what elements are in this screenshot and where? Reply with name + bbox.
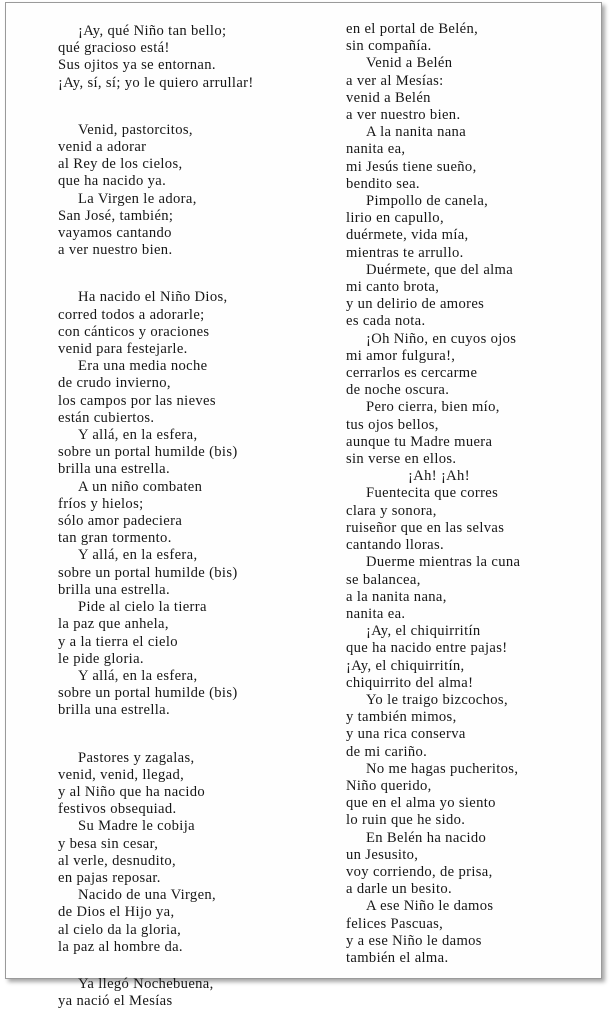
verse-line: Fuentecita que corres [366, 485, 499, 502]
verse-line: En Belén ha nacido [366, 829, 487, 846]
verse-line: ¡Ay, el chiquirritín, [346, 657, 465, 674]
verse-line: también el alma. [346, 949, 449, 966]
verse-line: qué gracioso está! [58, 40, 170, 57]
verse-line: ruiseñor que en las selvas [346, 519, 505, 536]
verse-line: A la nanita nana [366, 124, 467, 141]
verse-line: festivos obsequiad. [58, 801, 177, 818]
verse-line: ¡Ay, el chiquirritín [366, 623, 481, 640]
verse-line: Sus ojitos ya se entornan. [58, 57, 216, 74]
right-column [346, 21, 520, 967]
verse-line: venid para festejarle. [58, 341, 188, 358]
verse-line: Era una media noche [78, 358, 208, 375]
verse-line: A un niño combaten [78, 478, 203, 495]
verse-line: en pajas reposar. [58, 869, 161, 886]
verse-line: duérmete, vida mía, [346, 227, 469, 244]
verse-line: se balancea, [346, 571, 421, 588]
verse-line: Y allá, en la esfera, [78, 427, 198, 444]
verse-line: es cada nota. [346, 313, 426, 330]
left-column [58, 23, 254, 1010]
verse-line: que ha nacido ya. [58, 173, 167, 190]
verse-line: de mi cariño. [346, 743, 428, 760]
verse-line: la paz que anhela, [58, 616, 169, 633]
verse-line: brilla una estrella. [58, 702, 170, 719]
verse-line: sobre un portal humilde (bis) [58, 444, 238, 461]
verse-line: Niño querido, [346, 777, 432, 794]
verse-line: aunque tu Madre muera [346, 433, 493, 450]
verse-line: tus ojos bellos, [346, 416, 439, 433]
verse-line: venid, venid, llegad, [58, 766, 185, 783]
verse-line: nanita ea. [346, 605, 406, 622]
stanza-gap [58, 259, 254, 289]
verse-line: Su Madre le cobija [78, 818, 195, 835]
verse-line: a darle un besito. [346, 881, 452, 898]
verse-line: venid a adorar [58, 139, 147, 156]
verse-line: con cánticos y oraciones [58, 323, 210, 340]
verse-line: y a la tierra el cielo [58, 633, 178, 650]
verse-line: Yo le traigo bizcochos, [366, 691, 508, 708]
verse-line: mi amor fulgura!, [346, 347, 456, 364]
verse-line: a la nanita nana, [346, 588, 447, 605]
verse-line: sin compañía. [346, 38, 432, 55]
verse-line: clara y sonora, [346, 502, 437, 519]
verse-line: Pide al cielo la tierra [78, 599, 207, 616]
verse-line: Duerme mientras la cuna [366, 554, 521, 571]
verse-line: a ver nuestro bien. [346, 107, 461, 124]
verse-line: sin verse en ellos. [346, 451, 457, 468]
verse-line: cerrarlos es cercarme [346, 365, 478, 382]
verse-line: y también mimos, [346, 709, 457, 726]
verse-line: chiquirrito del alma! [346, 674, 474, 691]
verse-line: sólo amor padeciera [58, 513, 183, 530]
document-page [5, 2, 602, 1010]
verse-line: al cielo da la gloria, [58, 921, 182, 938]
verse-line: Pimpollo de canela, [366, 193, 489, 210]
verse-line: de crudo invierno, [58, 375, 171, 392]
verse-line: Ha nacido el Niño Dios, [78, 289, 228, 306]
verse-line: bendito sea. [346, 175, 420, 192]
stanza-gap [58, 956, 254, 976]
verse-line: y a ese Niño le damos [346, 932, 482, 949]
verse-line: le pide gloria. [58, 650, 144, 667]
verse-line: cantando lloras. [346, 537, 444, 554]
verse-line: ¡Oh Niño, en cuyos ojos [366, 330, 517, 347]
stanza-gap [58, 92, 254, 122]
verse-line: mientras te arrullo. [346, 244, 464, 261]
verse-line: ¡Ay, qué Niño tan bello; [78, 23, 227, 39]
verse-line: No me hagas pucheritos, [366, 760, 519, 777]
verse-line: y al Niño que ha nacido [58, 783, 206, 800]
verse-line: fríos y hielos; [58, 495, 144, 512]
stanza-gap [58, 720, 254, 750]
verse-line: a ver al Mesías: [346, 72, 444, 89]
verse-line: y una rica conserva [346, 726, 466, 743]
verse-line: que ha nacido entre pajas! [346, 640, 508, 657]
verse-line: Venid, pastorcitos, [78, 121, 193, 138]
verse-line: Nacido de una Virgen, [78, 887, 217, 904]
verse-line: Pastores y zagalas, [78, 749, 195, 766]
verse-line: corred todos a adorarle; [58, 306, 205, 323]
verse-line: que en el alma yo siento [346, 795, 496, 812]
verse-line: San José, también; [58, 207, 174, 224]
verse-line: Pero cierra, bien mío, [366, 399, 500, 416]
verse-line: ¡Ah! ¡Ah! [408, 468, 470, 485]
verse-line: Ya llegó Nochebuena, [78, 975, 214, 992]
verse-line: voy corriendo, de prisa, [346, 863, 493, 880]
verse-line: vayamos cantando [58, 225, 172, 242]
verse-line: de Dios el Hijo ya, [58, 904, 175, 921]
verse-line: un Jesusito, [346, 846, 419, 863]
verse-line: La Virgen le adora, [78, 190, 197, 207]
verse-line: al Rey de los cielos, [58, 156, 183, 173]
verse-line: A ese Niño le damos [366, 898, 494, 915]
verse-line: al verle, desnudito, [58, 852, 177, 869]
verse-line: lo ruin que he sido. [346, 812, 466, 829]
verse-line: sobre un portal humilde (bis) [58, 564, 238, 581]
verse-line: ya nació el Mesías [58, 993, 173, 1010]
verse-line: Duérmete, que del alma [366, 261, 514, 278]
verse-line: Y allá, en la esfera, [78, 667, 198, 684]
verse-line: en el portal de Belén, [346, 21, 479, 37]
verse-line: a ver nuestro bien. [58, 242, 173, 259]
verse-line: Venid a Belén [366, 55, 453, 72]
verse-line: nanita ea, [346, 141, 406, 158]
verse-line: venid a Belén [346, 89, 431, 106]
verse-line: felices Pascuas, [346, 915, 444, 932]
verse-line: mi Jesús tiene sueño, [346, 158, 477, 175]
verse-line: de noche oscura. [346, 382, 450, 399]
verse-line: tan gran tormento. [58, 530, 172, 547]
verse-line: sobre un portal humilde (bis) [58, 685, 238, 702]
verse-line: Y allá, en la esfera, [78, 547, 198, 564]
verse-line: y un delirio de amores [346, 296, 485, 313]
verse-line: ¡Ay, sí, sí; yo le quiero arrullar! [58, 74, 254, 91]
verse-line: brilla una estrella. [58, 461, 170, 478]
verse-line: brilla una estrella. [58, 581, 170, 598]
verse-line: y besa sin cesar, [58, 835, 159, 852]
verse-line: mi canto brota, [346, 279, 440, 296]
verse-line: los campos por las nieves [58, 392, 216, 409]
verse-line: la paz al hombre da. [58, 938, 183, 955]
verse-line: están cubiertos. [58, 409, 155, 426]
verse-line: lirio en capullo, [346, 210, 444, 227]
